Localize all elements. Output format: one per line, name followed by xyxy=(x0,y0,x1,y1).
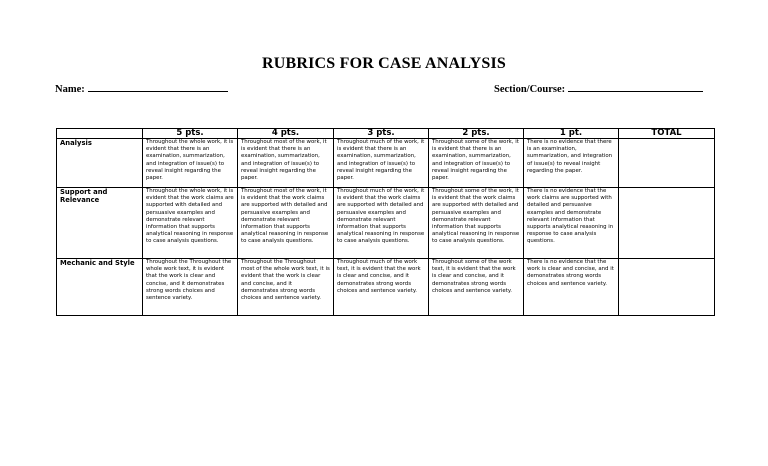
cell-support-4: Throughout most of the work, it is evident that the work claims are supported with detailed and persuasive examples and demonstrate relevant information that supports analytical reasoning in response to case analysis questions. xyxy=(238,188,334,259)
cell-analysis-3: Throughout much of the work, it is evident that there is an examination, summarization, and integration of issue(s) to reveal insight regarding the paper. xyxy=(334,139,429,188)
page-title: RUBRICS FOR CASE ANALYSIS xyxy=(261,55,507,72)
cell-support-total[interactable] xyxy=(619,188,715,259)
rubric-table xyxy=(56,128,715,316)
cell-support-1: There is no evidence that the work claims are supported with detailed and persuasive examples and demonstrate relevant information that supports analytical reasoning in response to case analysis questions. xyxy=(524,188,619,259)
header-total: TOTAL xyxy=(619,129,715,139)
table-row xyxy=(57,259,715,316)
section-course-field[interactable] xyxy=(494,82,703,95)
header-5-pts: 5 pts. xyxy=(143,129,238,139)
name-blank-line[interactable] xyxy=(88,82,228,92)
cell-support-3: Throughout much of the work, it is evident that the work claims are supported with detailed and persuasive examples and demonstrate relevant information that supports analytical reasoning in response to case analysis questions. xyxy=(334,188,429,259)
cell-analysis-1: There is no evidence that there is an examination, summarization, and integration of issue(s) to reveal insight regarding the paper. xyxy=(524,139,619,188)
criterion-mechanic-style: Mechanic and Style xyxy=(57,259,143,316)
table-row xyxy=(57,139,715,188)
rubric-header-row xyxy=(57,129,715,139)
section-course-label: Section/Course: xyxy=(494,84,566,95)
cell-support-5: Throughout the whole work, it is evident that the work claims are supported with detailed and persuasive examples and demonstrate relevant information that supports analytical reasoning in response to case analysis questions. xyxy=(143,188,238,259)
header-2-pts: 2 pts. xyxy=(429,129,524,139)
header-3-pts: 3 pts. xyxy=(334,129,429,139)
cell-mechanic-3: Throughout much of the work text, it is evident that the work is clear and concise, and it demonstrates strong words choices and sentence variety. xyxy=(334,259,429,316)
cell-mechanic-5: Throughout the Throughout the whole work text, it is evident that the work is clear and concise, and it demonstrates strong words choices and sentence variety. xyxy=(143,259,238,316)
cell-analysis-5: Throughout the whole work, it is evident that there is an examination, summarization, and integration of issue(s) to reveal insight regarding the paper. xyxy=(143,139,238,188)
cell-analysis-4: Throughout most of the work, it is evident that there is an examination, summarization, and integration of issue(s) to reveal insight regarding the paper. xyxy=(238,139,334,188)
table-row xyxy=(57,188,715,259)
cell-mechanic-4: Throughout the Throughout most of the whole work text, it is evident that the work is clear and concise, and it demonstrates strong words choices and sentence variety. xyxy=(238,259,334,316)
section-course-blank-line[interactable] xyxy=(568,82,703,92)
cell-mechanic-total[interactable] xyxy=(619,259,715,316)
cell-mechanic-1: There is no evidence that the work is clear and concise, and it demonstrates strong words choices and sentence variety. xyxy=(524,259,619,316)
cell-support-2: Throughout some of the work, it is evident that the work claims are supported with detailed and persuasive examples and demonstrate relevant information that supports analytical reasoning in response to case analysis questions. xyxy=(429,188,524,259)
criterion-analysis: Analysis xyxy=(57,139,143,188)
name-label: Name: xyxy=(55,84,85,95)
header-1-pt: 1 pt. xyxy=(524,129,619,139)
cell-analysis-2: Throughout some of the work, it is evident that there is an examination, summarization, and integration of issue(s) to reveal insight regarding the paper. xyxy=(429,139,524,188)
header-4-pts: 4 pts. xyxy=(238,129,334,139)
name-field[interactable] xyxy=(55,82,228,95)
criterion-support-relevance: Support and Relevance xyxy=(57,188,143,259)
cell-analysis-total[interactable] xyxy=(619,139,715,188)
cell-mechanic-2: Throughout some of the work text, it is evident that the work is clear and concise, and it demonstrates strong words choices and sentence variety. xyxy=(429,259,524,316)
header-criterion xyxy=(57,129,143,139)
